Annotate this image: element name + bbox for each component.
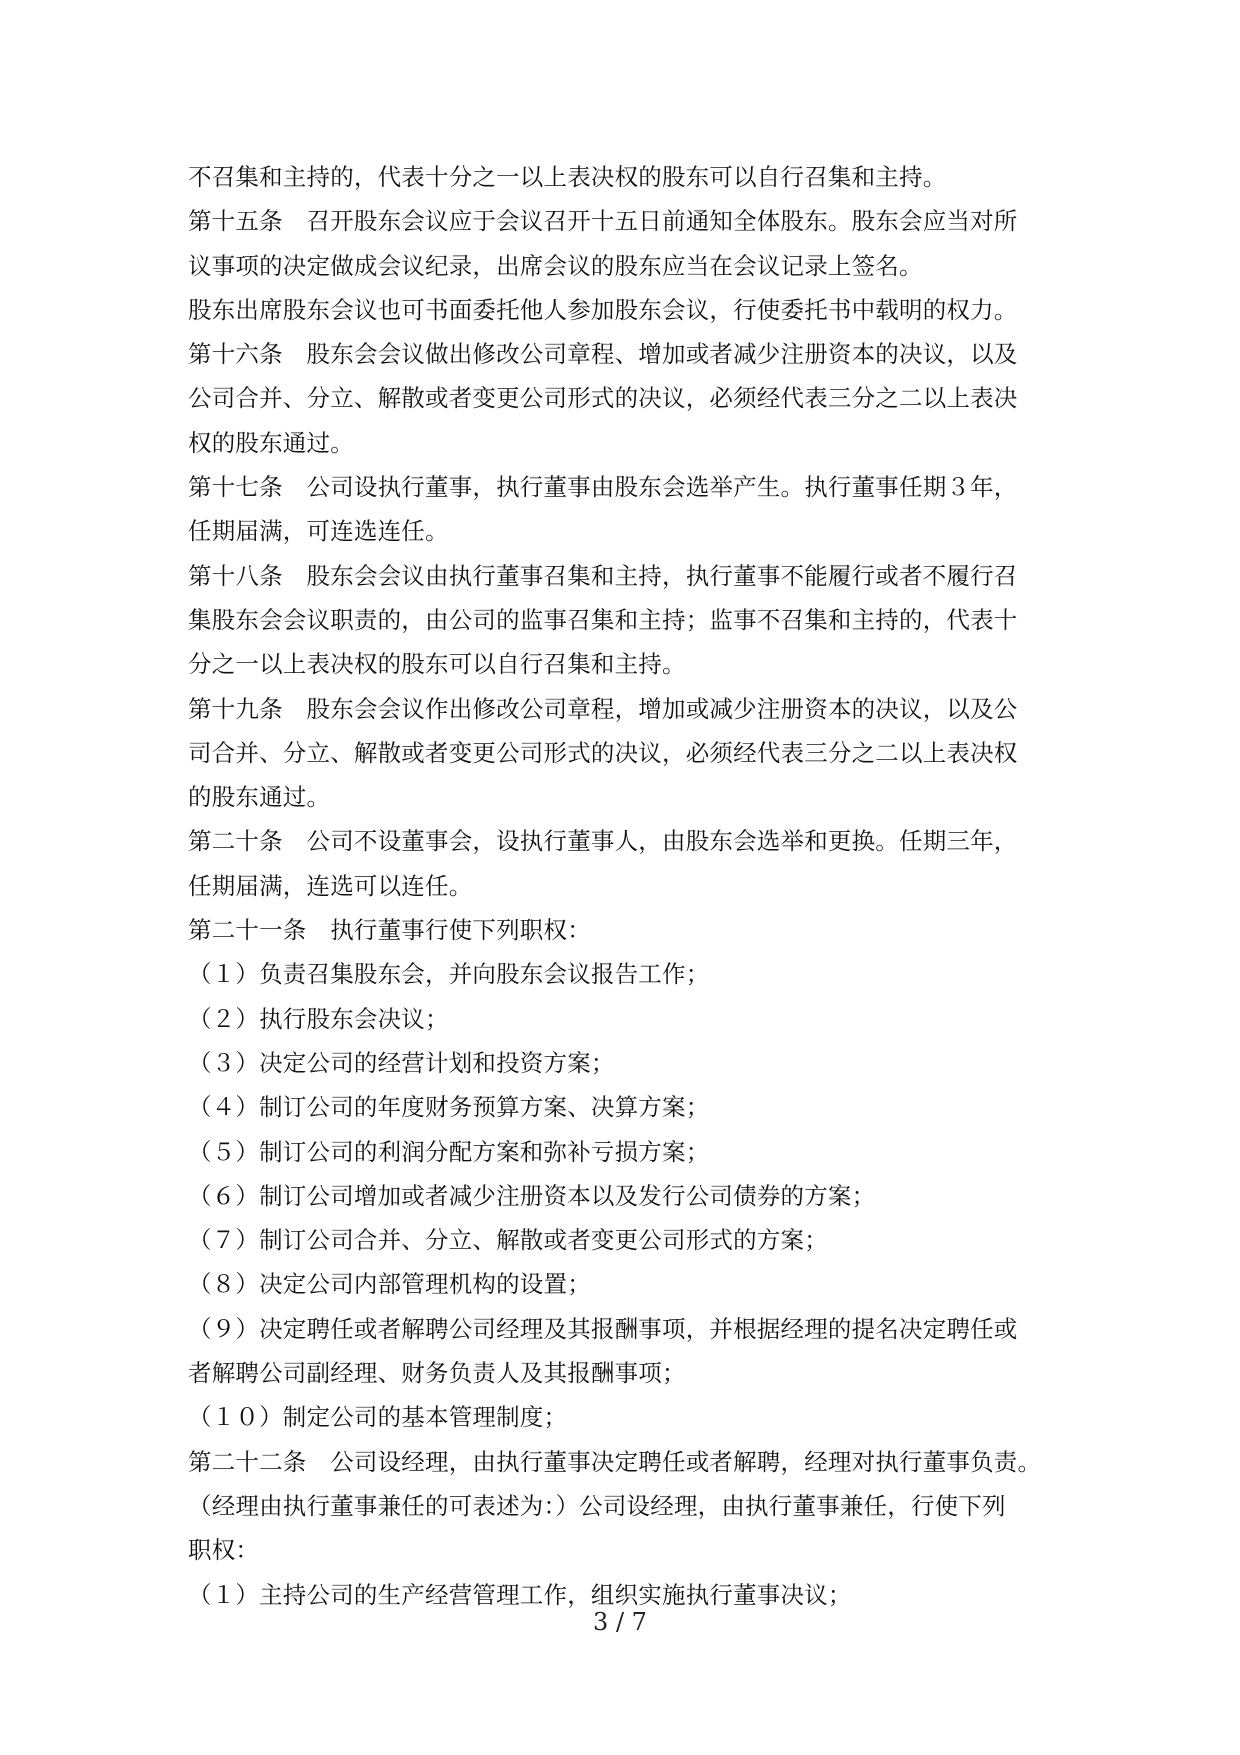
text-line: 分之一以上表决权的股东可以自行召集和主持。 — [188, 650, 686, 679]
text-line: 第十七条 公司设执行董事，执行董事由股东会选举产生。执行董事任期３年， — [188, 473, 1018, 502]
text-line: 议事项的决定做成会议纪录，出席会议的股东应当在会议记录上签名。 — [188, 251, 923, 280]
list-item: （６）制订公司增加或者减少注册资本以及发行公司债券的方案； — [188, 1181, 876, 1210]
list-item: （８）决定公司内部管理机构的设置； — [188, 1270, 591, 1299]
text-line: 第十九条 股东会会议作出修改公司章程，增加或减少注册资本的决议，以及公 — [188, 694, 1018, 723]
list-item: （１０）制定公司的基本管理制度； — [188, 1403, 568, 1432]
text-line: 第二十一条 执行董事行使下列职权： — [188, 916, 591, 945]
list-item: （９）决定聘任或者解聘公司经理及其报酬事项，并根据经理的提名决定聘任或 — [188, 1314, 1018, 1343]
list-item: （５）制订公司的利润分配方案和弥补亏损方案； — [188, 1137, 710, 1166]
text-line: （经理由执行董事兼任的可表述为：）公司设经理，由执行董事兼任，行使下列 — [188, 1491, 1006, 1520]
text-line: 职权： — [188, 1536, 260, 1565]
page-number: 3 / 7 — [593, 1608, 647, 1636]
list-item: 者解聘公司副经理、财务负责人及其报酬事项； — [188, 1359, 686, 1388]
text-line: 的股东通过。 — [188, 783, 331, 812]
list-item: （１）负责召集股东会，并向股东会议报告工作； — [188, 960, 710, 989]
text-line: 任期届满，连选可以连任。 — [188, 871, 473, 900]
list-item: （１）主持公司的生产经营管理工作，组织实施执行董事决议； — [188, 1580, 852, 1609]
text-line: 第二十二条 公司设经理，由执行董事决定聘任或者解聘，经理对执行董事负责。 — [188, 1447, 1042, 1476]
list-item: （２）执行股东会决议； — [188, 1004, 449, 1033]
text-line: 第十六条 股东会会议做出修改公司章程、增加或者减少注册资本的决议，以及 — [188, 340, 1018, 369]
text-line: 股东出席股东会议也可书面委托他人参加股东会议，行使委托书中载明的权力。 — [188, 295, 1018, 324]
text-line: 第十八条 股东会会议由执行董事召集和主持，执行董事不能履行或者不履行召 — [188, 561, 1018, 590]
document-body — [188, 155, 1068, 1617]
text-line: 权的股东通过。 — [188, 428, 354, 457]
text-line: 司合并、分立、解散或者变更公司形式的决议，必须经代表三分之二以上表决权 — [188, 738, 1018, 767]
text-line: 第二十条 公司不设董事会，设执行董事人，由股东会选举和更换。任期三年， — [188, 827, 1018, 856]
text-line: 集股东会会议职责的，由公司的监事召集和主持；监事不召集和主持的，代表十 — [188, 605, 1018, 634]
list-item: （３）决定公司的经营计划和投资方案； — [188, 1048, 615, 1077]
text-line: 公司合并、分立、解散或者变更公司形式的决议，必须经代表三分之二以上表决 — [188, 384, 1018, 413]
list-item: （４）制订公司的年度财务预算方案、决算方案； — [188, 1093, 710, 1122]
text-line: 任期届满，可连选连任。 — [188, 517, 449, 546]
list-item: （７）制订公司合并、分立、解散或者变更公司形式的方案； — [188, 1226, 828, 1255]
text-line: 第十五条 召开股东会议应于会议召开十五日前通知全体股东。股东会应当对所 — [188, 207, 1018, 236]
text-line: 不召集和主持的，代表十分之一以上表决权的股东可以自行召集和主持。 — [188, 163, 947, 191]
